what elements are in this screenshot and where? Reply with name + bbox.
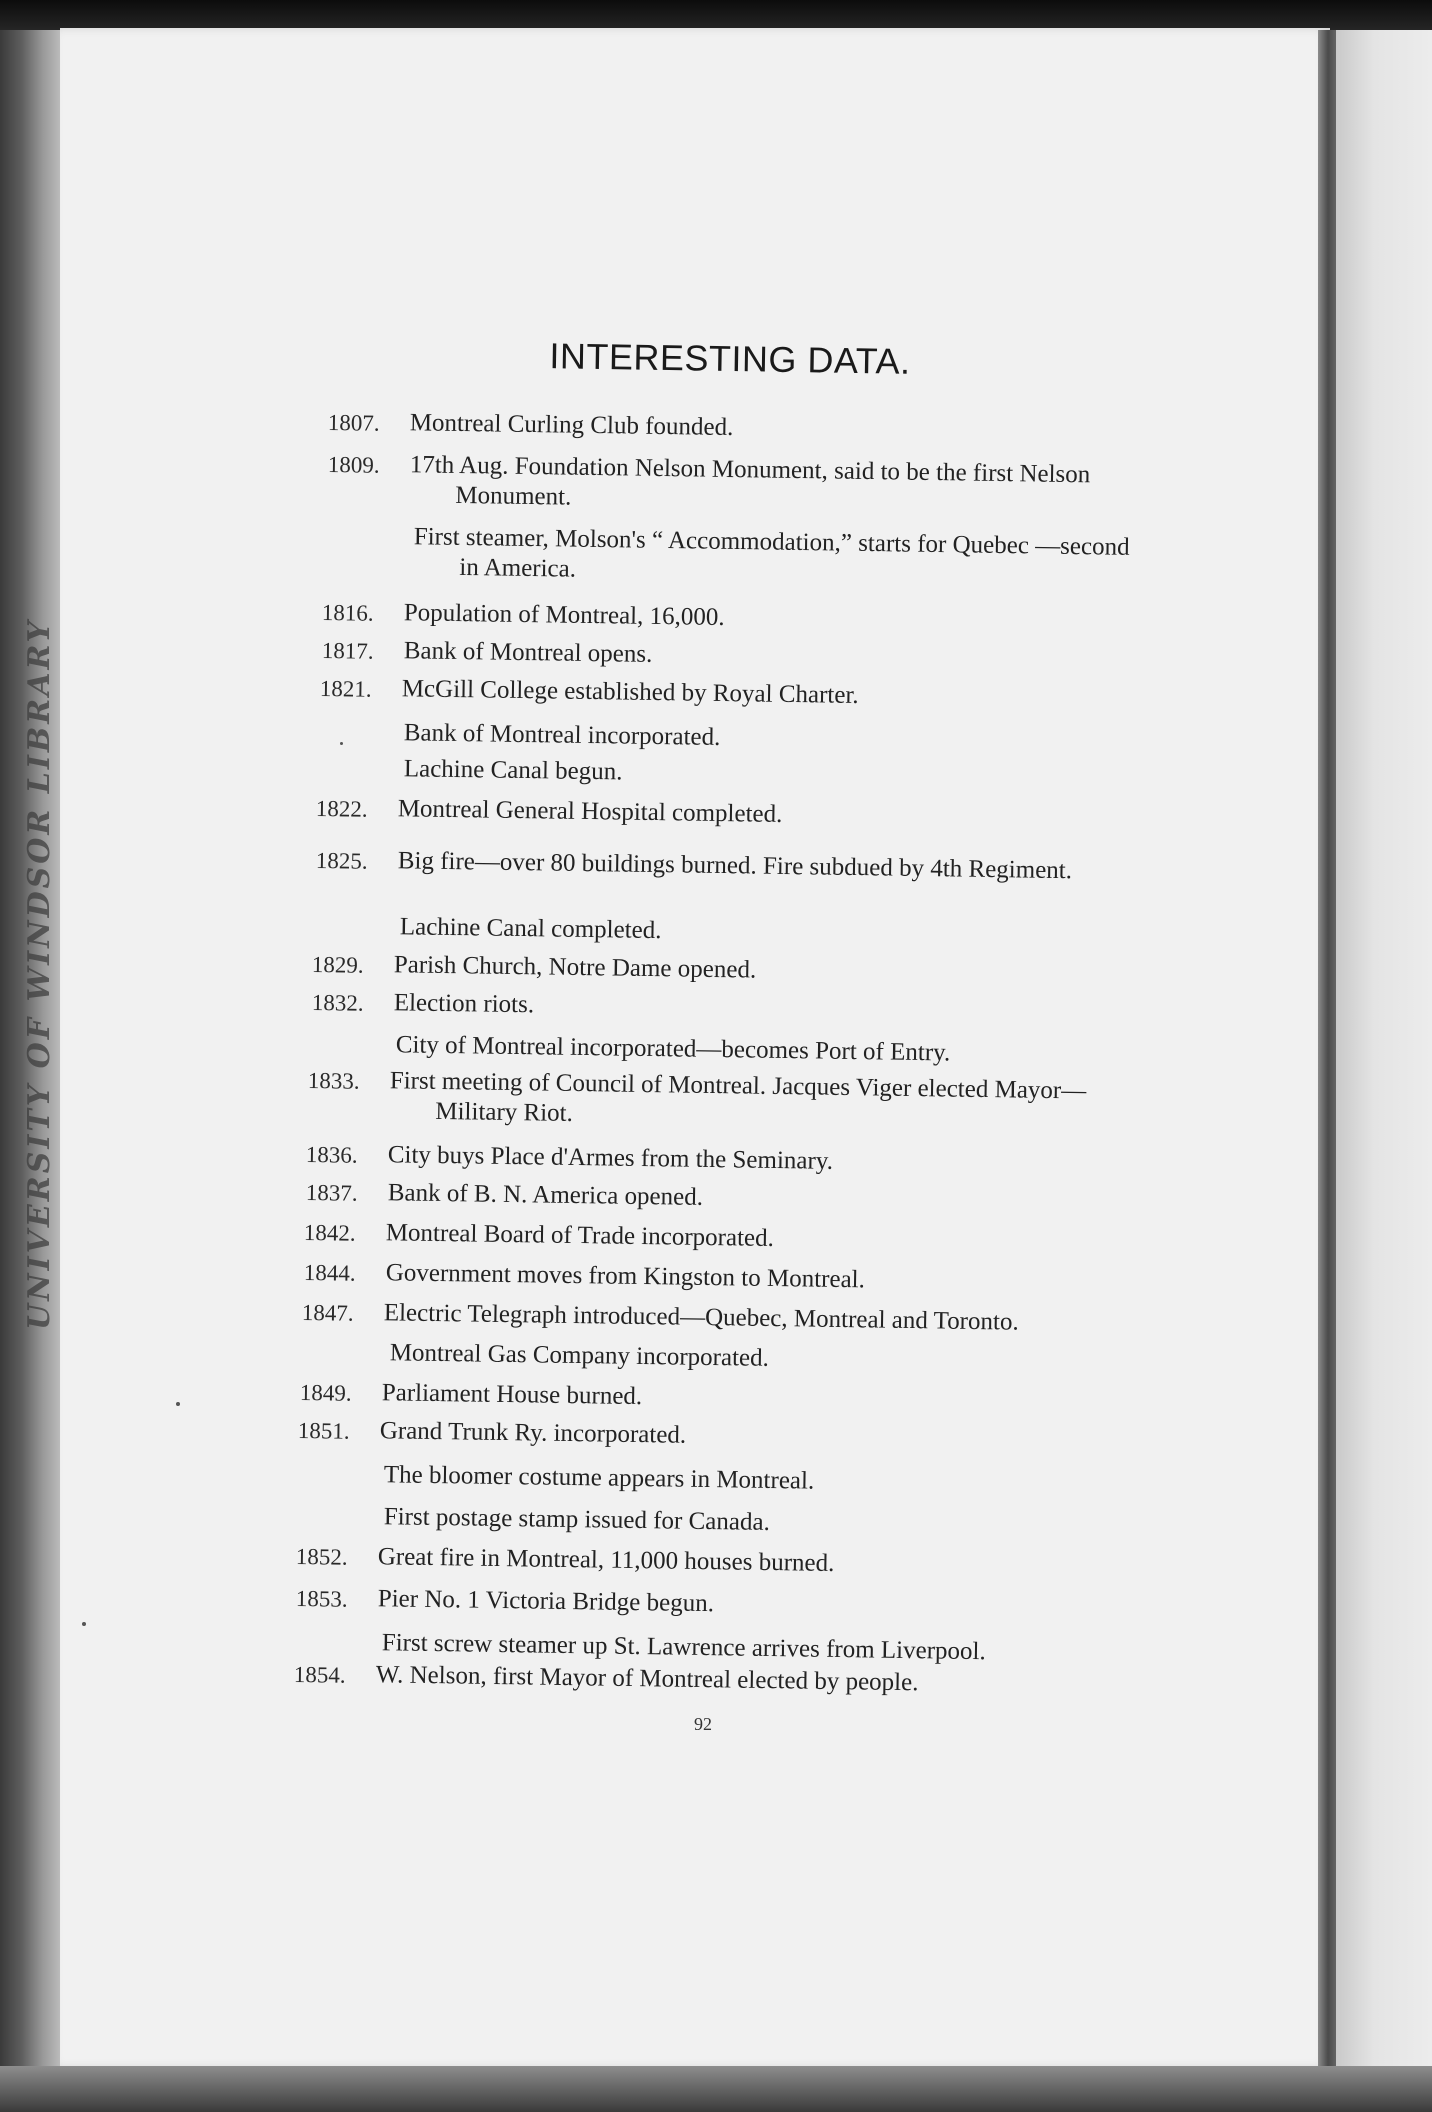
entry-text: First postage stamp issued for Canada.: [383, 1503, 771, 1536]
entry-text: Bank of Montreal opens.: [403, 637, 653, 668]
entry-year: [302, 1504, 382, 1505]
entry-year: 1829.: [311, 952, 364, 978]
entry-text: City buys Place d'Armes from the Seminary.: [387, 1141, 834, 1175]
entry-year: [332, 524, 412, 525]
entry-year: [308, 1340, 388, 1341]
library-stamp: UNIVERSITY OF WINDSOR LIBRARY: [22, 618, 57, 1330]
entry-text: The bloomer costume appears in Montreal.: [383, 1461, 815, 1495]
entry-year: 1844.: [303, 1260, 356, 1286]
entry-year: 1817.: [321, 638, 374, 664]
entry-text: Parliament House burned.: [381, 1379, 643, 1411]
entry-year: 1836.: [305, 1142, 358, 1168]
entry-year: 1852.: [295, 1544, 348, 1570]
entry-year: [322, 756, 402, 757]
entry-text: Big fire—over 80 buildings burned. Fire subdued by 4th Regiment.: [397, 847, 1073, 885]
entry-text: First steamer, Molson's “ Accommodation,” starts for Quebec —second in America.: [413, 523, 1130, 583]
entry-text: Bank of B. N. America opened.: [387, 1179, 704, 1211]
entry-text: Great fire in Montreal, 11,000 houses burned.: [377, 1543, 835, 1577]
entry-year: 1825.: [315, 848, 368, 874]
entry-year: 1842.: [303, 1220, 356, 1246]
entry-text: First meeting of Council of Montreal. Jacques Viger elected Mayor—Military Riot.: [389, 1067, 1087, 1127]
entry-year: 1837.: [305, 1180, 358, 1206]
entry-year: [318, 914, 398, 915]
entry-year: 1847.: [301, 1300, 354, 1326]
entry-year: 1853.: [295, 1586, 348, 1612]
entry-year: 1851.: [297, 1418, 350, 1444]
entry-year: 1809.: [327, 452, 380, 478]
entry-year: [314, 1032, 394, 1033]
entry-year: [300, 1630, 380, 1631]
entry-text: Montreal Curling Club founded.: [409, 409, 734, 442]
entry-year: 1816.: [321, 600, 374, 626]
entry-text: Government moves from Kingston to Montreal.: [385, 1259, 866, 1294]
page-title: INTERESTING DATA.: [549, 335, 911, 382]
entry-text: Lachine Canal begun.: [403, 755, 623, 786]
entry-year: 1832.: [311, 990, 364, 1016]
entry-text: Population of Montreal, 16,000.: [403, 599, 725, 631]
entry-year: 1833.: [307, 1068, 360, 1094]
entry-year: 1849.: [299, 1380, 352, 1406]
entry-text: McGill College established by Royal Charter.: [401, 675, 859, 709]
entry-text: Montreal Board of Trade incorporated.: [385, 1219, 775, 1252]
entry-text: Electric Telegraph introduced—Quebec, Montreal and Toronto.: [383, 1299, 1019, 1336]
entry-year: 1854.: [293, 1662, 346, 1688]
entry-text: Lachine Canal completed.: [399, 913, 662, 945]
entry-year: 1807.: [327, 410, 380, 436]
page-number: 92: [694, 1714, 712, 1734]
entry-text: Bank of Montreal incorporated.: [403, 719, 721, 751]
entry-text: Grand Trunk Ry. incorporated.: [379, 1417, 687, 1449]
entry-text: City of Montreal incorporated—becomes Port of Entry.: [395, 1031, 951, 1067]
entry-year: 1821.: [319, 676, 372, 702]
entry-year: [302, 1462, 382, 1463]
entry-year: 1822.: [315, 796, 368, 822]
entry-text: Parish Church, Notre Dame opened.: [393, 951, 757, 984]
entry-text: First screw steamer up St. Lawrence arrives from Liverpool.: [381, 1629, 986, 1666]
entry-text: Montreal Gas Company incorporated.: [389, 1339, 770, 1372]
entry-text: W. Nelson, first Mayor of Montreal elected by people.: [375, 1661, 919, 1697]
entry-text: Montreal General Hospital completed.: [397, 795, 783, 828]
entry-text: 17th Aug. Foundation Nelson Monument, said to be the first Nelson Monument.: [409, 451, 1091, 511]
entry-text: Election riots.: [393, 989, 535, 1019]
entry-year: [322, 720, 402, 721]
entry-text: Pier No. 1 Victoria Bridge begun.: [377, 1585, 715, 1618]
